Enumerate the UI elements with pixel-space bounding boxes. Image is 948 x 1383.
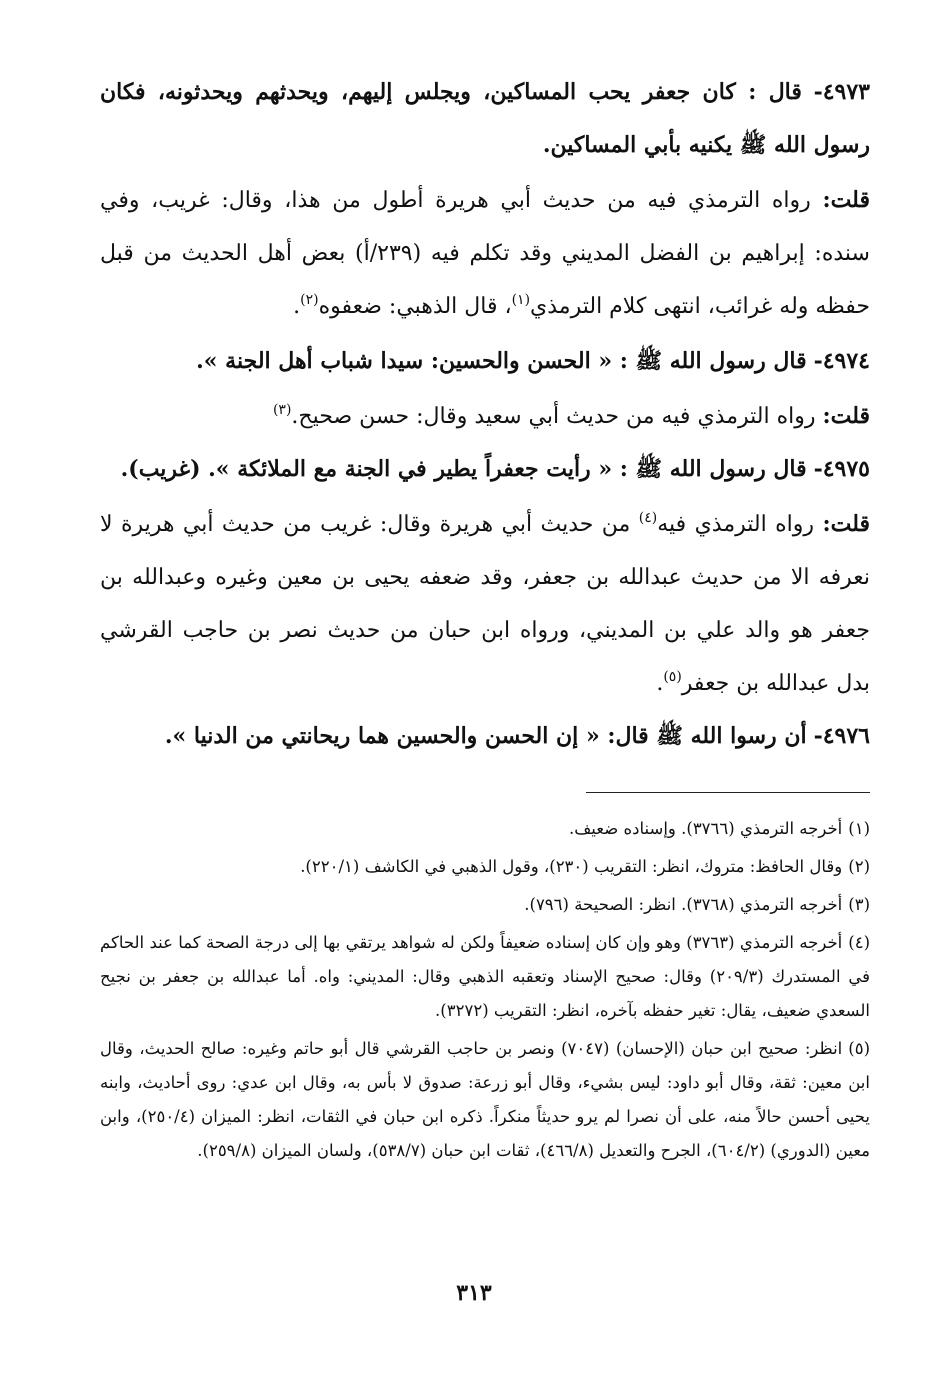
hadith-text: قال : كان جعفر يحب المساكين، ويجلس إليهم، ويحدثهم ويحدثونه، فكان رسول الله ﷺ يكنيه بأبي المساكين. [100,79,870,158]
footnotes [100,812,870,1172]
hadith-text: أن رسوا الله ﷺ قال: « إن الحسن والحسين هما ريحانتي من الدنيا ». [164,723,807,749]
footnote-number: (٥) [848,1039,870,1058]
footnote-text: أخرجه الترمذي (٣٧٦٦). وإسناده ضعيف. [568,819,843,838]
footnote-number: (٤) [848,933,870,952]
hadith-number: ٤٩٧٣- [813,79,870,105]
footnote-ref-2[interactable]: (٢) [300,292,319,308]
footnote-text: أخرجه الترمذي (٣٧٦٨). انظر: الصحيحة (٧٩٦). [524,895,843,914]
hadith-text: قال رسول الله ﷺ : « الحسن والحسين: سيدا شباب أهل الجنة ». [196,348,807,374]
comment-text: . [293,294,301,319]
footnote-text: وقال الحافظ: متروك، انظر: التقريب (٢٣٠)، وقول الذهبي في الكاشف (٢٢٠/١). [300,857,843,876]
footnote-text: أخرجه الترمذي (٣٧٦٣) وهو وإن كان إسناده ضعيفاً ولكن له شواهد يرتقي بها إلى درجة الصحة كما عند الحاكم في المستدرك (٢٠٩/٣) وقال: صحيح الإسناد وتعقبه الذهبي وقال: المديني: واه. أما عبدالله بن جعفر بن نجيح السعدي ضعيف، يقال: تغير حفظه بآخره، انظر: التقريب (٣٢٧٢). [100,933,870,1020]
comment-text: من حديث أبي هريرة وقال: غريب من حديث أبي هريرة لا نعرفه الا من حديث عبدالله بن جعفر، وقد ضعفه يحيى بن معين وغيره وعبدالله بن جعفر هو والد علي بن المديني، ورواه ابن حبان من حديث نصر بن حاجب القرشي بدل عبدالله بن جعفر [100,512,870,696]
comment-lead: قلت: [822,403,870,429]
hadith-4973 [100,66,870,172]
footnote-2 [100,850,870,884]
comment-text: رواه الترمذي فيه من حديث أبي سعيد وقال: حسن صحيح. [291,404,816,429]
comment-lead: قلت: [822,187,870,213]
comment-text: رواه الترمذي فيه من حديث أبي هريرة أطول من هذا، وقال: غريب، وفي سنده: إبراهيم بن الفضل المديني وقد تكلم فيه (٢٣٩/أ) بعض أهل الحديث من قبل حفظه وله غرائب، انتهى كلام الترمذي [100,188,870,319]
footnote-ref-5[interactable]: (٥) [663,669,682,685]
hadith-4976 [100,710,870,763]
page-number: ٣١٣ [456,1280,492,1306]
footnote-ref-4[interactable]: (٤) [638,510,658,526]
footnote-1 [100,812,870,846]
footnote-divider [586,792,870,793]
footnote-4 [100,926,870,1028]
comment-text: . [656,671,664,696]
footnote-ref-1[interactable]: (١) [511,292,531,308]
comment-lead: قلت: [822,511,870,537]
footnote-text: انظر: صحيح ابن حبان (الإحسان) (٧٠٤٧) ونصر بن حاجب القرشي قال أبو حاتم وغيره: صالح الحديث، وقال ابن معين: ثقة، وقال أبو داود: ليس بشيء، وقال أبو زرعة: صدوق لا بأس به، وقال ابن عدي: روى أحاديث، وابنه يحيى أحسن حالاً منه، على أن نصرا لم يرو حديثاً منكراً. ذكره ابن حبان في الثقات، انظر: الميزان (٢٥٠/٤)، وابن معين (الدوري) (٦٠٤/٢)، الجرح والتعديل (٤٦٦/٨)، ثقات ابن حبان (٥٣٨/٧)، ولسان الميزان (٢٥٩/٨). [100,1039,870,1160]
footnote-ref-3[interactable]: (٣) [272,402,292,418]
hadith-number: ٤٩٧٦- [813,723,870,749]
footnote-5 [100,1032,870,1168]
comment-text: ، قال الذهبي: ضعفوه [318,294,512,319]
footnote-number: (١) [848,819,870,838]
comment-1 [100,174,870,333]
hadith-number: ٤٩٧٤- [813,348,870,374]
comment-2 [100,390,870,443]
footnote-number: (٣) [848,895,870,914]
hadith-4974 [100,335,870,388]
footnote-number: (٢) [848,857,870,876]
comment-3 [100,498,870,710]
hadith-4975 [100,443,870,496]
footnote-3 [100,888,870,922]
hadith-text: قال رسول الله ﷺ : « رأيت جعفراً يطير في الجنة مع الملائكة ». (غريب). [120,456,807,482]
hadith-number: ٤٩٧٥- [813,456,870,482]
comment-text: رواه الترمذي فيه [657,512,815,537]
